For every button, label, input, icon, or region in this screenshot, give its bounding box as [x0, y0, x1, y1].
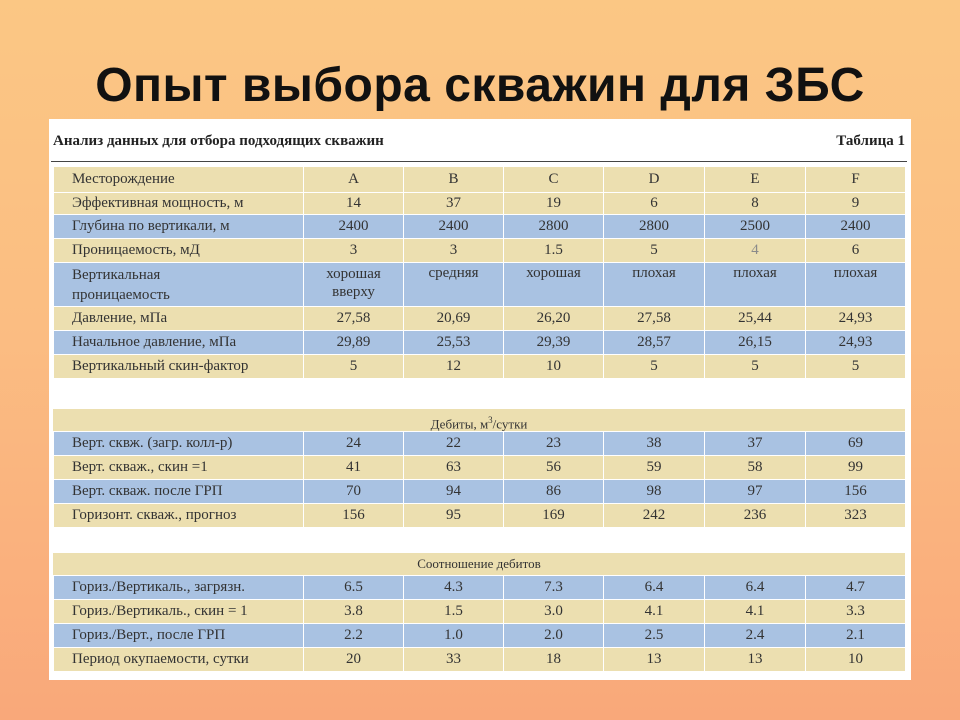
- table-cell: 10: [806, 648, 906, 672]
- column-header: B: [404, 167, 504, 193]
- table-cell: 13: [705, 648, 806, 672]
- table-cell: 9: [806, 193, 906, 215]
- table-cell: 56: [504, 456, 604, 480]
- table-cell: 3.8: [304, 600, 404, 624]
- table-cell: 20: [304, 648, 404, 672]
- table-cell: 14: [304, 193, 404, 215]
- table-cell: 6: [604, 193, 705, 215]
- row-label: Давление, мПа: [54, 307, 304, 331]
- table-cell: 28,57: [604, 331, 705, 355]
- table-cell: 2800: [604, 215, 705, 239]
- table-row: [54, 576, 906, 600]
- table-cell: 58: [705, 456, 806, 480]
- table-row: [54, 648, 906, 672]
- table-cell: 33: [404, 648, 504, 672]
- table-cell: 63: [404, 456, 504, 480]
- table-cell: 169: [504, 504, 604, 528]
- table-cell: 70: [304, 480, 404, 504]
- table-cell: 37: [404, 193, 504, 215]
- table-cell: 4.1: [604, 600, 705, 624]
- column-header: A: [304, 167, 404, 193]
- table-row: [54, 307, 906, 331]
- table-cell: 5: [304, 355, 404, 379]
- table-cell: 94: [404, 480, 504, 504]
- table-cell: 12: [404, 355, 504, 379]
- table-cell: 4.1: [705, 600, 806, 624]
- table-row: [54, 355, 906, 379]
- table-cell: 6.5: [304, 576, 404, 600]
- table-cell: 59: [604, 456, 705, 480]
- table-cell: 8: [705, 193, 806, 215]
- table-cell: 3.3: [806, 600, 906, 624]
- table-cell: 3: [304, 239, 404, 263]
- row-label: Верт. скваж., скин =1: [54, 456, 304, 480]
- table-cell: 5: [604, 355, 705, 379]
- table-cell: 3: [404, 239, 504, 263]
- table-row: [54, 215, 906, 239]
- table-cell: 41: [304, 456, 404, 480]
- table-cell: 5: [705, 355, 806, 379]
- table-cell: 236: [705, 504, 806, 528]
- table-cell: 156: [304, 504, 404, 528]
- table-row: [54, 600, 906, 624]
- table-cell: 1.0: [404, 624, 504, 648]
- table-row: [54, 239, 906, 263]
- scanned-table-document: [49, 119, 911, 680]
- table-row: [54, 331, 906, 355]
- table-cell: 7.3: [504, 576, 604, 600]
- ratio-section-header: Соотношение дебитов: [53, 553, 905, 575]
- row-label: Горизонт. скваж., прогноз: [54, 504, 304, 528]
- rates-section-header: Дебиты, $м^3$/сутки: [53, 409, 905, 431]
- divider: [51, 161, 907, 162]
- table-cell: 4.3: [404, 576, 504, 600]
- table-label: Таблица 1: [836, 133, 905, 149]
- table-cell: плохая: [806, 263, 906, 307]
- table-cell: 37: [705, 432, 806, 456]
- table-row: [54, 480, 906, 504]
- table-cell: 2400: [806, 215, 906, 239]
- table-cell: 86: [504, 480, 604, 504]
- table-cell: 2800: [504, 215, 604, 239]
- table-cell: 6: [806, 239, 906, 263]
- table-cell: 5: [806, 355, 906, 379]
- well-rates-table: [53, 431, 906, 528]
- table-cell: 24: [304, 432, 404, 456]
- table-row: [54, 432, 906, 456]
- table-cell: 2400: [304, 215, 404, 239]
- table-cell: 156: [806, 480, 906, 504]
- table-cell: хорошая: [504, 263, 604, 307]
- table-cell: 38: [604, 432, 705, 456]
- table-cell: 4.7: [806, 576, 906, 600]
- table-cell: 24,93: [806, 331, 906, 355]
- table-cell: 6.4: [604, 576, 705, 600]
- document-caption: Анализ данных для отбора подходящих скважин: [53, 133, 384, 149]
- table-cell: 97: [705, 480, 806, 504]
- table-cell: 1.5: [504, 239, 604, 263]
- row-label: Гориз./Вертикаль., загрязн.: [54, 576, 304, 600]
- row-label: Эффективная мощность, м: [54, 193, 304, 215]
- table-cell: 69: [806, 432, 906, 456]
- table-cell: 2400: [404, 215, 504, 239]
- column-header: E: [705, 167, 806, 193]
- table-cell: 20,69: [404, 307, 504, 331]
- table-row: [54, 456, 906, 480]
- row-label: Глубина по вертикали, м: [54, 215, 304, 239]
- table-cell: 25,53: [404, 331, 504, 355]
- rate-ratio-table: [53, 575, 906, 672]
- table-cell: 26,15: [705, 331, 806, 355]
- table-header-row: [54, 167, 906, 193]
- table-cell: 242: [604, 504, 705, 528]
- column-header: D: [604, 167, 705, 193]
- table-row: [54, 193, 906, 215]
- table-cell: 10: [504, 355, 604, 379]
- row-label: Проницаемость, мД: [54, 239, 304, 263]
- table-cell: средняя: [404, 263, 504, 307]
- row-label: Верт. скваж. после ГРП: [54, 480, 304, 504]
- table-cell: плохая: [705, 263, 806, 307]
- table-cell: 98: [604, 480, 705, 504]
- column-header: C: [504, 167, 604, 193]
- table-cell: плохая: [604, 263, 705, 307]
- row-label: Начальное давление, мПа: [54, 331, 304, 355]
- table-cell: 29,39: [504, 331, 604, 355]
- table-cell: 19: [504, 193, 604, 215]
- table-cell: 22: [404, 432, 504, 456]
- wells-parameters-table: [53, 166, 906, 379]
- table-cell: 23: [504, 432, 604, 456]
- table-row: [54, 624, 906, 648]
- row-label: Период окупаемости, сутки: [54, 648, 304, 672]
- slide-title: Опыт выбора скважин для ЗБС: [95, 59, 865, 112]
- table-cell: 29,89: [304, 331, 404, 355]
- table-cell: 99: [806, 456, 906, 480]
- row-label: Вертикальная проницаемость: [54, 263, 304, 307]
- table-cell: хорошая вверху: [304, 263, 404, 307]
- table-cell: 2.4: [705, 624, 806, 648]
- row-label: Верт. сквж. (загр. колл-р): [54, 432, 304, 456]
- table-cell: 2500: [705, 215, 806, 239]
- column-header: F: [806, 167, 906, 193]
- column-header: Месторождение: [54, 167, 304, 193]
- table-cell: 323: [806, 504, 906, 528]
- table-cell: 26,20: [504, 307, 604, 331]
- table-row: [54, 504, 906, 528]
- table-cell: 27,58: [604, 307, 705, 331]
- table-cell: 2.0: [504, 624, 604, 648]
- table-cell: 27,58: [304, 307, 404, 331]
- table-cell: 3.0: [504, 600, 604, 624]
- table-cell: 18: [504, 648, 604, 672]
- document-header: [53, 133, 905, 155]
- table-cell: 2.2: [304, 624, 404, 648]
- table-cell: 95: [404, 504, 504, 528]
- table-cell: 24,93: [806, 307, 906, 331]
- table-cell: 13: [604, 648, 705, 672]
- table-cell: 4: [705, 239, 806, 263]
- table-cell: 25,44: [705, 307, 806, 331]
- table-cell: 6.4: [705, 576, 806, 600]
- row-label: Гориз./Вертикаль., скин = 1: [54, 600, 304, 624]
- table-row: [54, 263, 906, 307]
- row-label: Вертикальный скин-фактор: [54, 355, 304, 379]
- table-cell: 2.1: [806, 624, 906, 648]
- table-cell: 5: [604, 239, 705, 263]
- table-cell: 2.5: [604, 624, 705, 648]
- table-cell: 1.5: [404, 600, 504, 624]
- row-label: Гориз./Верт., после ГРП: [54, 624, 304, 648]
